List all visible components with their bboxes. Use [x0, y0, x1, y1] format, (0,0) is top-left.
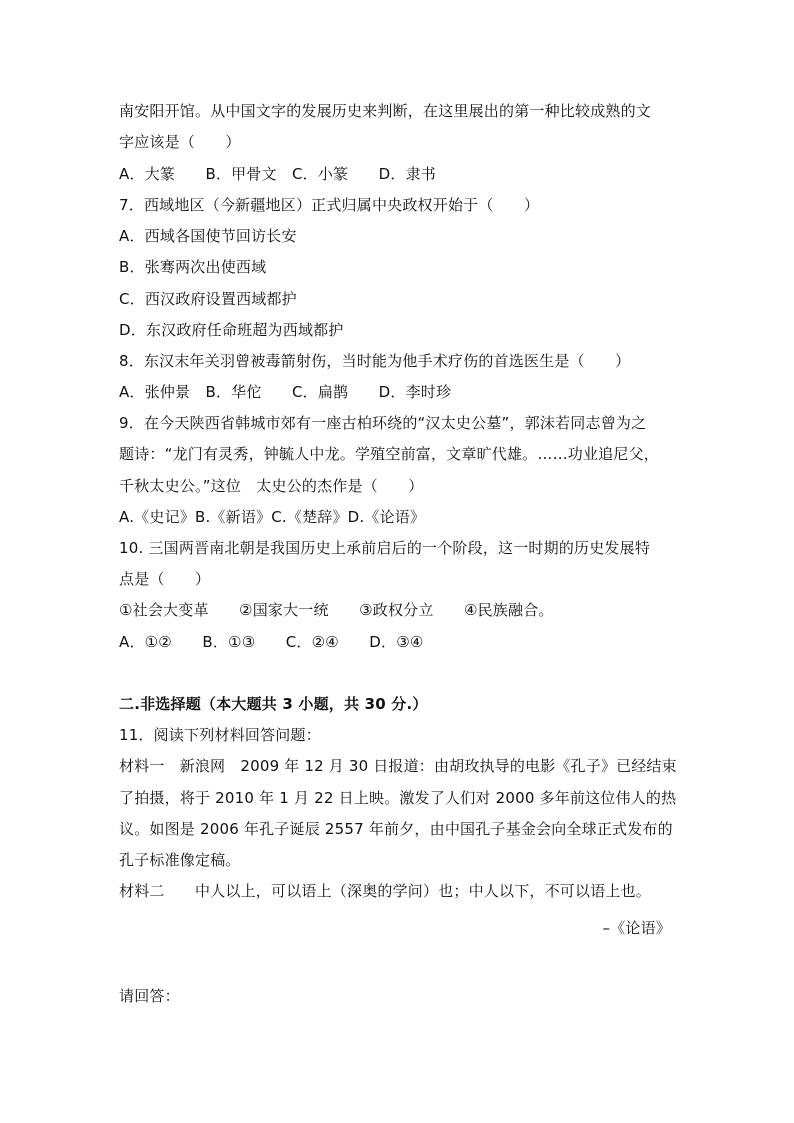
q11-material1-line4: 孔子标准像定稿。: [119, 851, 241, 869]
q9-stem-line2: 题诗：“龙门有灵秀，钟毓人中龙。学殖空前富，文章旷代雄。……功业追尼父，: [119, 445, 659, 463]
q11-stem: 11．阅读下列材料回答问题：: [119, 726, 321, 744]
q10-options: A．①② B．①③ C．②④ D．③④: [119, 633, 424, 651]
q7-option-c: C．西汉政府设置西域都护: [119, 290, 297, 308]
q11-answer-prompt: 请回答：: [119, 987, 180, 1005]
q11-material2: 材料二 中人以上，可以语上（深奥的学问）也；中人以下，不可以语上也。: [119, 882, 652, 900]
q9-stem-line1: 9．在今天陕西省韩城市郊有一座古柏环绕的“汉太史公墓”，郭沫若同志曾为之: [119, 414, 647, 432]
q6-stem-line2: 字应该是（ ）: [119, 133, 241, 151]
q10-items: ①社会大变革 ②国家大一统 ③政权分立 ④民族融合。: [119, 601, 554, 619]
q9-stem-line3: 千秋太史公。”这位 太史公的杰作是（ ）: [119, 477, 424, 495]
q11-material2-source: –《论语》: [602, 919, 671, 937]
q10-stem-line2: 点是（ ）: [119, 570, 211, 588]
q6-options: A．大篆 B．甲骨文 C．小篆 D．隶书: [119, 165, 436, 183]
q7-option-d: D．东汉政府任命班超为西域都护: [119, 321, 344, 339]
section2-heading: 二.非选择题（本大题共 3 小题，共 30 分.）: [119, 695, 428, 713]
q11-material1-line1: 材料一 新浪网 2009 年 12 月 30 日报道：由胡玫执导的电影《孔子》已经结束: [119, 757, 677, 775]
q7-option-a: A．西域各国使节回访长安: [119, 227, 297, 245]
q11-material1-line2: 了拍摄，将于 2010 年 1 月 22 日上映。激发了人们对 2000 多年前这位伟人的热: [119, 789, 677, 807]
q7-option-b: B．张骞两次出使西域: [119, 258, 267, 276]
q7-stem: 7．西域地区（今新疆地区）正式归属中央政权开始于（ ）: [119, 196, 540, 214]
q6-stem-line1: 南安阳开馆。从中国文字的发展历史来判断，在这里展出的第一种比较成熟的文: [119, 102, 652, 120]
q8-options: A．张仲景 B．华佗 C．扁鹊 D．李时珍: [119, 383, 452, 401]
q9-options: A.《史记》B.《新语》C.《楚辞》D.《论语》: [119, 508, 426, 526]
q11-material1-line3: 议。如图是 2006 年孔子诞辰 2557 年前夕，由中国孔子基金会向全球正式发布的: [119, 820, 673, 838]
q8-stem: 8．东汉末年关羽曾被毒箭射伤，当时能为他手术疗伤的首选医生是（ ）: [119, 352, 631, 370]
q10-stem-line1: 10. 三国两晋南北朝是我国历史上承前启后的一个阶段，这一时期的历史发展特: [119, 539, 651, 557]
